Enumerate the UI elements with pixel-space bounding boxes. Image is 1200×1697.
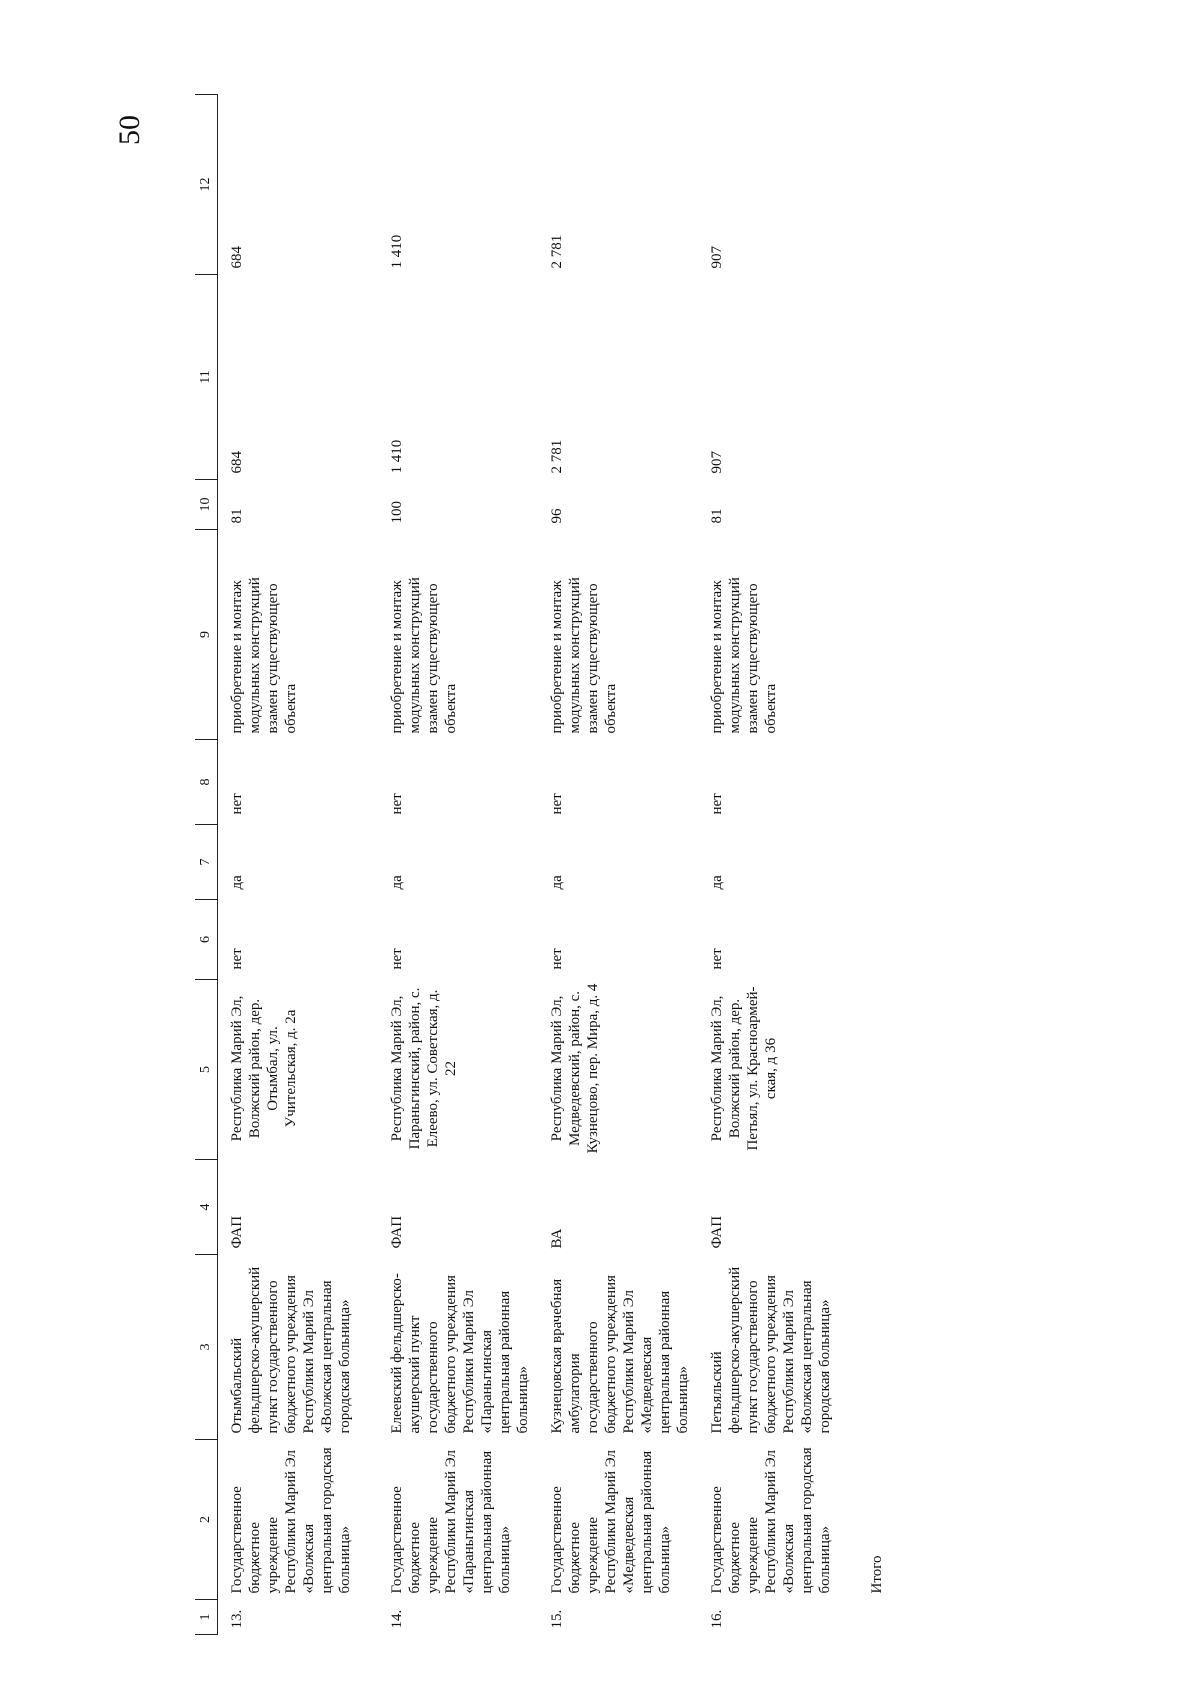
total-row: [858, 95, 938, 1635]
col8-cell: нет: [548, 793, 565, 815]
table-row: [538, 95, 698, 1635]
col8-cell: нет: [388, 793, 405, 815]
col8-cell: нет: [229, 793, 245, 815]
type-cell: ВА: [548, 1228, 565, 1249]
col7-cell: да: [229, 875, 245, 890]
type-cell: ФАП: [229, 1215, 245, 1249]
facility-cell: Петьяльский фельдшерско-акушерский пункт государственного бюджетного учреждения Республики Марий Эл «Волжская центральная городская больница»: [708, 1266, 833, 1434]
table-row: [218, 95, 378, 1635]
col-header: 1: [195, 1600, 218, 1635]
col11-cell: 2 781: [548, 439, 565, 474]
col10-cell: 100: [388, 501, 405, 524]
total-empty: [858, 825, 938, 900]
col6-cell: нет: [388, 948, 405, 970]
institution-cell: Государственное бюджетное учреждение Республики Марий Эл «Волжская центральная городская больница»: [708, 1447, 833, 1594]
total-spacer: [858, 1600, 938, 1635]
facility-cell: Отымбальский фельдшерско-акушерский пункт государственного бюджетного учреждения Республики Марий Эл «Волжская центральная городская больница»: [229, 1266, 353, 1434]
col12-cell: 2 781: [548, 234, 565, 269]
col-header: 12: [195, 95, 218, 275]
col-header: 2: [195, 1440, 218, 1600]
col10-cell: 96: [548, 508, 565, 524]
address-cell: Республика Марий Эл, Медведевский, район, с. Кузнецово, пер. Мира, д. 4: [548, 983, 601, 1154]
total-empty: [858, 900, 938, 980]
institution-cell: Государственное бюджетное учреждение Республики Марий Эл «Волжская центральная городская больница»: [229, 1447, 353, 1594]
row-number: 14.: [388, 1609, 405, 1629]
col7-cell: да: [548, 875, 565, 890]
table-row: [378, 95, 538, 1635]
address-cell: Республика Марий Эл, Параньгинский, район, с. Елеево, ул. Советская, д. 22: [388, 987, 459, 1150]
col10-cell: 81: [708, 508, 725, 524]
col6-cell: нет: [708, 948, 725, 970]
total-empty: [858, 480, 938, 530]
institution-cell: Государственное бюджетное учреждение Республики Марий Эл «Параньгинская центральная районная больница»: [388, 1450, 513, 1594]
rotated-table-page: [195, 95, 985, 1635]
col-header: 8: [195, 740, 218, 825]
facilities-table: [195, 94, 938, 1635]
col-header: 6: [195, 900, 218, 980]
col-header: 7: [195, 825, 218, 900]
col8-cell: нет: [708, 793, 725, 815]
page-number: 50: [113, 115, 146, 145]
col-header: 3: [195, 1255, 218, 1440]
col7-cell: да: [708, 875, 725, 890]
institution-cell: Государственное бюджетное учреждение Республики Марий Эл «Медведевская центральная районная больница»: [548, 1450, 673, 1594]
row-number: 15.: [548, 1609, 565, 1629]
col6-cell: нет: [548, 948, 565, 970]
facility-cell: Елеевский фельдшерско-акушерский пункт государственного бюджетного учреждения Республики Марий Эл «Параньгинская центральная районная больница»: [388, 1273, 531, 1434]
total-empty: [858, 95, 938, 275]
action-cell: приобретение и монтаж модульных конструкций взамен существующего объекта: [229, 577, 299, 734]
col11-cell: 1 410: [388, 439, 405, 474]
col-header: 11: [195, 275, 218, 480]
type-cell: ФАП: [388, 1215, 405, 1249]
col-header: 4: [195, 1160, 218, 1255]
facility-cell: Кузнецовская врачебная амбулатория государственного бюджетного учреждения Республики Марий Эл «Медведевская центральная районная больница»: [548, 1275, 691, 1434]
action-cell: приобретение и монтаж модульных конструкций взамен существующего объекта: [548, 577, 619, 734]
total-empty: [858, 530, 938, 740]
total-empty: [858, 980, 938, 1160]
col-header: 5: [195, 980, 218, 1160]
address-cell: Республика Марий Эл, Волжский район, дер. Отымбал, ул. Учительская, д. 2а: [229, 995, 299, 1142]
action-cell: приобретение и монтаж модульных конструкций взамен существующего объекта: [708, 577, 779, 734]
col7-cell: да: [388, 875, 405, 890]
table-row: [698, 95, 858, 1635]
total-label: Итого: [868, 1555, 885, 1594]
col-header: 10: [195, 480, 218, 530]
col12-cell: 907: [708, 246, 725, 269]
total-empty: [858, 1255, 938, 1440]
action-cell: приобретение и монтаж модульных конструкций взамен существующего объекта: [388, 577, 459, 734]
col-header: 9: [195, 530, 218, 740]
col6-cell: нет: [229, 948, 245, 970]
col12-cell: 1 410: [388, 234, 405, 269]
col10-cell: 81: [229, 508, 245, 524]
total-empty: [858, 275, 938, 480]
header-row: [195, 95, 218, 1635]
total-empty: [858, 740, 938, 825]
address-cell: Республика Марий Эл, Волжский район, дер. Петьял, ул. Красноармей-ская, д 36: [708, 986, 779, 1151]
col11-cell: 907: [708, 451, 725, 474]
col12-cell: 684: [229, 246, 245, 269]
row-number: 13.: [229, 1609, 245, 1629]
row-number: 16.: [708, 1609, 725, 1629]
total-empty: [858, 1160, 938, 1255]
col11-cell: 684: [229, 451, 245, 474]
type-cell: ФАП: [708, 1215, 725, 1249]
